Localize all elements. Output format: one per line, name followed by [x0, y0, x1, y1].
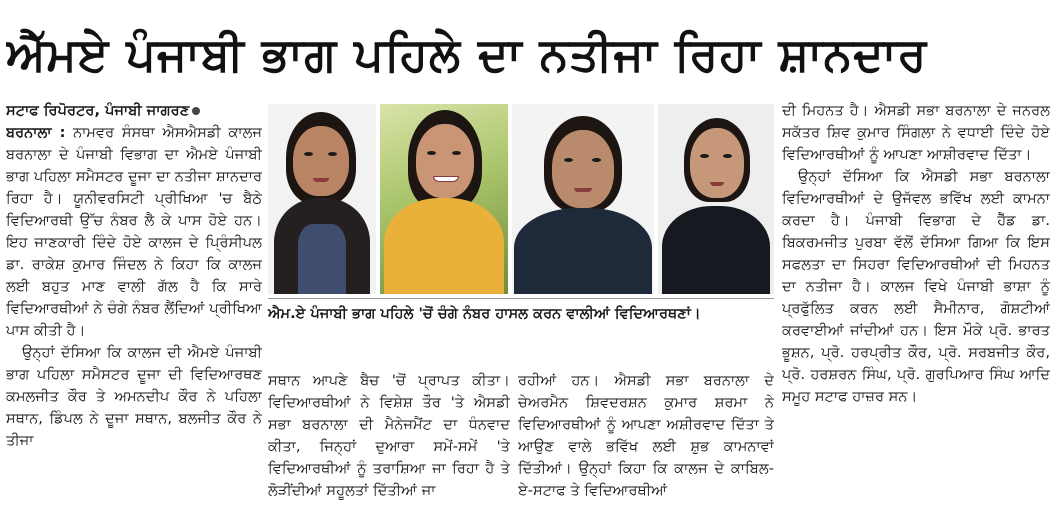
article-paragraph: ਰਹੀਆਂ ਹਨ। ਐਸਡੀ ਸਭਾ ਬਰਨਾਲਾ ਦੇ ਚੇਅਰਮੈਨ ਸ਼ਿਵਦਰਸ਼ਨ ਕੁਮਾਰ ਸ਼ਰਮਾ ਨੇ ਵਿਦਿਆਰਥੀਆਂ ਨੂੰ ਆਪਣਾ ਅਸ਼ੀਰਵਾਦ ਦਿੱਤਾ ਤੇ ਆਉਣ ਵਾਲੇ ਭਵਿੱਖ ਲਈ ਸ਼ੁਭ ਕਾਮਨਾਵਾਂ ਦਿੱਤੀਆਂ। ਉਨ੍ਹਾਂ ਕਿਹਾ ਕਿ ਕਾਲਜ ਦੇ ਕਾਬਿਲ-ਏ-ਸਟਾਫ ਤੇ ਵਿਦਿਆਰਥੀਆਂ — [518, 372, 774, 499]
article-paragraph: ਸਥਾਨ ਆਪਣੇ ਬੈਚ 'ਚੋਂ ਪ੍ਰਾਪਤ ਕੀਤਾ। ਵਿਦਿਆਰਥੀਆਂ ਨੇ ਵਿਸ਼ੇਸ਼ ਤੌਰ 'ਤੇ ਐਸਡੀ ਸਭਾ ਬਰਨਾਲਾ ਦੀ ਮੈਨੇਜਮੈਂਟ ਦਾ ਧੰਨਵਾਦ ਕੀਤਾ, ਜਿਨ੍ਹਾਂ ਦੁਆਰਾ ਸਮੇਂ-ਸਮੇਂ 'ਤੇ ਵਿਦਿਆਰਥੀਆਂ ਨੂੰ ਤਰਾਸ਼ਿਆ ਜਾ ਰਿਹਾ ਹੈ ਤੇ ਲੋੜੀਂਦੀਆਂ ਸਹੂਲਤਾਂ ਦਿੱਤੀਆਂ ਜਾ — [268, 372, 510, 499]
student-photo-4 — [658, 104, 774, 294]
article-paragraph: ਉਨ੍ਹਾਂ ਦੱਸਿਆ ਕਿ ਐਸਡੀ ਸਭਾ ਬਰਨਾਲਾ ਵਿਦਿਆਰਥੀਆਂ ਦੇ ਉਜੱਵਲ ਭਵਿੱਖ ਲਈ ਕਾਮਨਾ ਕਰਦਾ ਹੈ। ਪੰਜਾਬੀ ਵਿਭਾਗ ਦੇ ਹੈੱਡ ਡਾ. ਬਿਕਰਮਜੀਤ ਪੁਰਬਾ ਵੱਲੋਂ ਦੱਸਿਆ ਗਿਆ ਕਿ ਇਸ ਸਫਲਤਾ ਦਾ ਸਿਹਰਾ ਵਿਦਿਆਰਥੀਆਂ ਦੀ ਮਿਹਨਤ ਦਾ ਨਤੀਜਾ ਹੈ। ਕਾਲਜ ਵਿਖੇ ਪੰਜਾਬੀ ਭਾਸ਼ਾ ਨੂੰ ਪ੍ਰਫੁੱਲਿਤ ਕਰਨ ਲਈ ਸੈਮੀਨਾਰ, ਗੋਸ਼ਟੀਆਂ ਕਰਵਾਈਆਂ ਜਾਂਦੀਆਂ ਹਨ। ਇਸ ਮੌਕੇ ਪ੍ਰੋ. ਭਾਰਤ ਭੂਸ਼ਨ, ਪ੍ਰੋ. ਹਰਪ੍ਰੀਤ ਕੌਰ, ਪ੍ਰੋ. ਸਰਬਜੀਤ ਕੌਰ, ਪ੍ਰੋ. ਹਰਸ਼ਰਨ ਸਿੰਘ, ਪ੍ਰੋ. ਗੁਰਪਿਆਰ ਸਿੰਘ ਆਦਿ ਸਮੂਹ ਸਟਾਫ ਹਾਜ਼ਰ ਸਨ। — [782, 168, 1050, 405]
article-paragraph: ਦੀ ਮਿਹਨਤ ਹੈ। ਐਸਡੀ ਸਭਾ ਬਰਨਾਲਾ ਦੇ ਜਨਰਲ ਸਕੱਤਰ ਸ਼ਿਵ ਕੁਮਾਰ ਸਿੰਗਲਾ ਨੇ ਵਧਾਈ ਦਿੰਦੇ ਹੋਏ ਵਿਦਿਆਰਥੀਆਂ ਨੂੰ ਆਪਣਾ ਆਸ਼ੀਰਵਾਦ ਦਿੱਤਾ। — [782, 102, 1050, 163]
byline — [6, 100, 262, 122]
headline: ਐੱਮਏ ਪੰਜਾਬੀ ਭਾਗ ਪਹਿਲੇ ਦਾ ਨਤੀਜਾ ਰਿਹਾ ਸ਼ਾਨਦਾਰ — [6, 27, 928, 81]
student-photo-2 — [380, 104, 508, 294]
article-paragraph: ਉਨ੍ਹਾਂ ਦੱਸਿਆ ਕਿ ਕਾਲਜ ਦੀ ਐਮਏ ਪੰਜਾਬੀ ਭਾਗ ਪਹਿਲਾ ਸਮੈਸਟਰ ਦੂਜਾ ਦੀ ਵਿਦਿਆਰਥਣ ਕਮਲਜੀਤ ਕੌਰ ਤੇ ਅਮਨਦੀਪ ਕੌਰ ਨੇ ਪਹਿਲਾ ਸਥਾਨ, ਡਿੰਪਲ ਨੇ ਦੂਜਾ ਸਥਾਨ, ਬਲਜੀਤ ਕੌਰ ਨੇ ਤੀਜਾ — [6, 344, 262, 449]
article-column-1 — [6, 100, 262, 520]
student-photo-1 — [268, 104, 376, 294]
article-column-4 — [782, 100, 1050, 520]
byline-text: ਸਟਾਫ ਰਿਪੋਰਟਰ, ਪੰਜਾਬੀ ਜਾਗਰਣ — [6, 102, 190, 119]
article-paragraph — [6, 122, 262, 342]
student-photo-3 — [512, 104, 654, 294]
bullet-dot-icon — [192, 107, 200, 115]
photo-strip — [268, 104, 774, 294]
dateline: ਬਰਨਾਲਾ : — [6, 124, 66, 141]
paragraph-text: ਨਾਮਵਰ ਸੰਸਥਾ ਐਸਐਸਡੀ ਕਾਲਜ ਬਰਨਾਲਾ ਦੇ ਪੰਜਾਬੀ ਵਿਭਾਗ ਦਾ ਐਮਏ ਪੰਜਾਬੀ ਭਾਗ ਪਹਿਲਾ ਸਮੈਸਟਰ ਦੂਜਾ ਦਾ ਨਤੀਜਾ ਸ਼ਾਨਦਾਰ ਰਿਹਾ ਹੈ। ਯੂਨੀਵਰਸਿਟੀ ਪ੍ਰੀਖਿਆ 'ਚ ਬੈਠੇ ਵਿਦਿਆਰਥੀ ਉੱਚ ਨੰਬਰ ਲੈ ਕੇ ਪਾਸ ਹੋਏ ਹਨ। ਇਹ ਜਾਣਕਾਰੀ ਦਿੰਦੇ ਹੋਏ ਕਾਲਜ ਦੇ ਪ੍ਰਿੰਸੀਪਲ ਡਾ. ਰਾਕੇਸ਼ ਕੁਮਾਰ ਜਿੰਦਲ ਨੇ ਕਿਹਾ ਕਿ ਕਾਲਜ ਲਈ ਬਹੁਤ ਮਾਣ ਵਾਲੀ ਗੱਲ ਹੈ ਕਿ ਸਾਰੇ ਵਿਦਿਆਰਥੀਆਂ ਨੇ ਚੰਗੇ ਨੰਬਰ ਲੈਂਦਿਆਂ ਪ੍ਰੀਖਿਆ ਪਾਸ ਕੀਤੀ ਹੈ। — [6, 124, 262, 339]
photo-caption: ਐਮ.ਏ ਪੰਜਾਬੀ ਭਾਗ ਪਹਿਲੇ 'ਚੋਂ ਚੰਗੇ ਨੰਬਰ ਹਾਸਲ ਕਰਨ ਵਾਲੀਆਂ ਵਿਦਿਆਰਥਣਾਂ। — [268, 298, 774, 363]
article-column-3 — [518, 370, 774, 520]
article-column-2 — [268, 370, 510, 520]
